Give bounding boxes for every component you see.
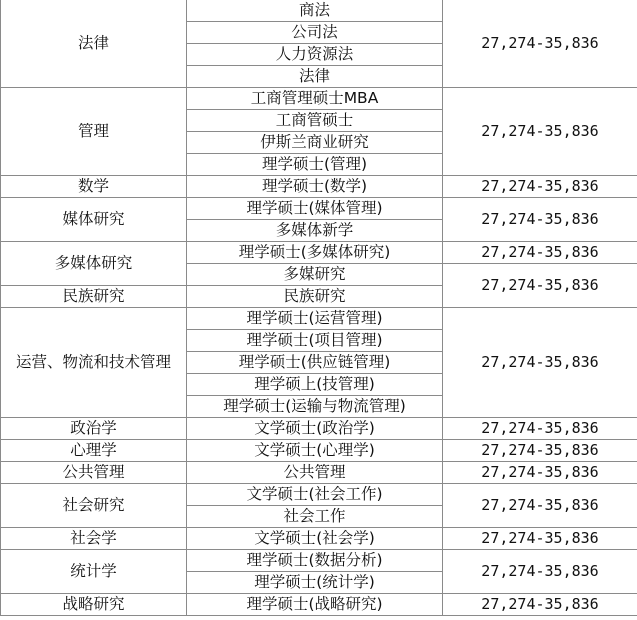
field-cell: 民族研究	[1, 286, 187, 308]
program-cell: 理学硕士(项目管理)	[187, 330, 443, 352]
program-cell: 理学硕士(管理)	[187, 154, 443, 176]
field-cell: 统计学	[1, 550, 187, 594]
table-row	[1, 0, 637, 22]
table-row	[1, 88, 637, 110]
fee-cell: 27,274-35,836	[443, 88, 637, 176]
program-cell: 理学硕士(数学)	[187, 176, 443, 198]
field-cell: 社会研究	[1, 484, 187, 528]
table-row	[1, 594, 637, 616]
table-row	[1, 308, 637, 330]
program-cell: 理学硕士(供应链管理)	[187, 352, 443, 374]
table-row	[1, 484, 637, 506]
field-cell: 数学	[1, 176, 187, 198]
program-cell: 公司法	[187, 22, 443, 44]
field-cell: 战略研究	[1, 594, 187, 616]
fee-cell: 27,274-35,836	[443, 550, 637, 594]
program-cell: 社会工作	[187, 506, 443, 528]
field-cell: 社会学	[1, 528, 187, 550]
program-cell: 理学硕士(战略研究)	[187, 594, 443, 616]
table-row	[1, 550, 637, 572]
program-cell: 法律	[187, 66, 443, 88]
table-row	[1, 176, 637, 198]
program-cell: 文学硕士(政治学)	[187, 418, 443, 440]
program-cell: 理学硕士(多媒体研究)	[187, 242, 443, 264]
fee-cell: 27,274-35,836	[443, 462, 637, 484]
table-row	[1, 528, 637, 550]
field-cell: 媒体研究	[1, 198, 187, 242]
fee-cell: 27,274-35,836	[443, 594, 637, 616]
fee-cell: 27,274-35,836	[443, 528, 637, 550]
fee-cell: 27,274-35,836	[443, 440, 637, 462]
field-cell: 政治学	[1, 418, 187, 440]
field-cell: 心理学	[1, 440, 187, 462]
program-cell: 人力资源法	[187, 44, 443, 66]
fee-cell: 27,274-35,836	[443, 418, 637, 440]
fee-cell: 27,274-35,836	[443, 242, 637, 264]
program-cell: 理学硕士(数据分析)	[187, 550, 443, 572]
fee-cell: 27,274-35,836	[443, 308, 637, 418]
program-cell: 民族研究	[187, 286, 443, 308]
field-cell: 管理	[1, 88, 187, 176]
program-cell: 商法	[187, 0, 443, 22]
table-row	[1, 242, 637, 264]
table-row	[1, 418, 637, 440]
program-cell: 文学硕士(社会工作)	[187, 484, 443, 506]
fee-cell: 27,274-35,836	[443, 264, 637, 308]
program-cell: 理学硕士(运输与物流管理)	[187, 396, 443, 418]
table-row	[1, 462, 637, 484]
program-cell: 理学硕士(运营管理)	[187, 308, 443, 330]
program-cell: 多媒体新学	[187, 220, 443, 242]
fee-cell: 27,274-35,836	[443, 484, 637, 528]
fee-cell: 27,274-35,836	[443, 198, 637, 242]
table-row	[1, 440, 637, 462]
program-cell: 文学硕士(心理学)	[187, 440, 443, 462]
field-cell: 公共管理	[1, 462, 187, 484]
program-cell: 伊斯兰商业研究	[187, 132, 443, 154]
fee-cell: 27,274-35,836	[443, 176, 637, 198]
program-cell: 理学硕上(技管理)	[187, 374, 443, 396]
program-cell: 文学硕士(社会学)	[187, 528, 443, 550]
field-cell: 运营、物流和技术管理	[1, 308, 187, 418]
table-row	[1, 198, 637, 220]
program-cell: 工商管理硕士MBA	[187, 88, 443, 110]
program-cell: 工商管硕士	[187, 110, 443, 132]
program-cell: 理学硕士(统计学)	[187, 572, 443, 594]
field-cell: 多媒体研究	[1, 242, 187, 286]
field-cell: 法律	[1, 0, 187, 88]
program-cell: 多媒研究	[187, 264, 443, 286]
program-cell: 公共管理	[187, 462, 443, 484]
fee-cell: 27,274-35,836	[443, 0, 637, 88]
program-cell: 理学硕士(媒体管理)	[187, 198, 443, 220]
